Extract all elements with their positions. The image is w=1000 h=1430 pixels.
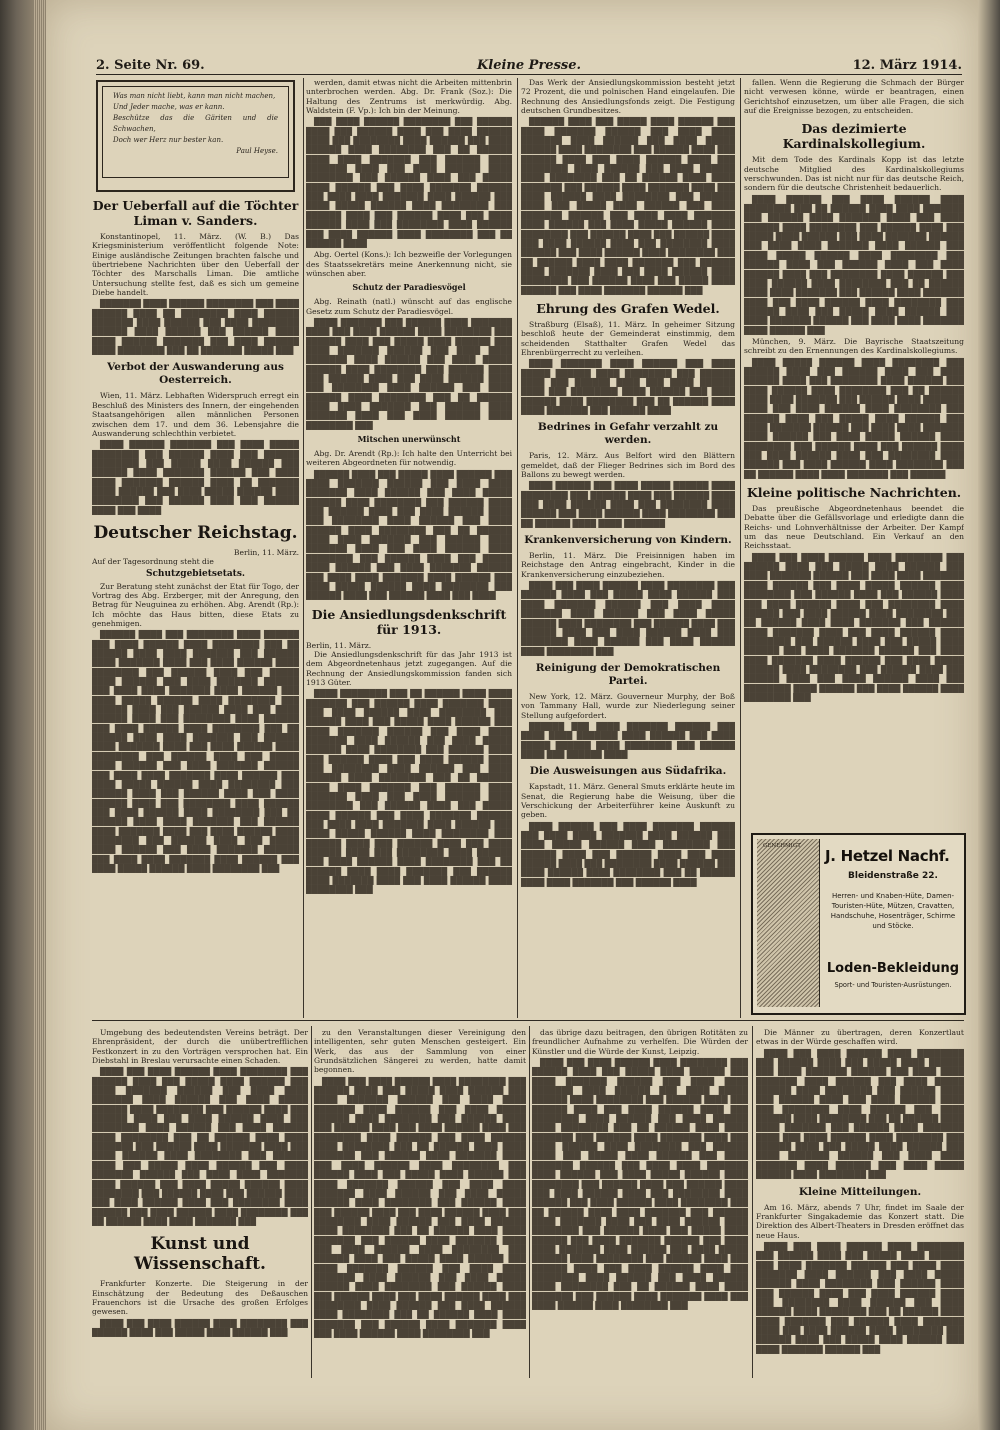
advertisement-hetzel [751,833,966,1015]
text-fill: ████ ██████ ███ ████ ██████ ████ ████████ ███ ██ ██████ ████ ████ ███████ ███ ██████ ████ ███████ ████ ███ ████ ██████ ████ ████████ ███ ██████ ████ ███ █████ ████ ██████ ███ ████ ███████ ██████ ███ ████ ████ ███████ ████ ██████ ███ ████ █████ ██████ ████ ████████ ███ ██████ ████ ███ ██████ ████ ███ ████ ██████ ████ ███ ████████ ████ ██████ ███ ████ ██████ ████ ████████ ███ ██ ██████ ████ ████ ███████ ███ ██████ ████ ███████ ████ ███ ████ ██████ ████ ████████ ███ ██████ ████ ███ █████ ████ ██████ ███ ████ ███████ ██████ ███ ████ ████ ███████ ████ ██████ ███ [744,194,964,335]
article-text: Umgebung des bedeutendsten Vereins beträgt. Der Ehrenpräsident, der durch die unübertrefflichen Festkonzert in zu den Vorträgen versprochen hat. Ein Diebstahl in Breslau verursachte einen Schaden. [92,1028,308,1066]
article-text: zu den Veranstaltungen dieser Vereinigung den intelligenten, sehr guten Menschen gesteigert. Ein Werk, das aus der Sammlung von einer Grundsätzlichen Sängerei zu werden, hatte damit begonnen. [314,1028,526,1075]
column-1 [92,78,299,1018]
text-fill: ████ ███ ████ ██████ ████ ████████ ███ ██████ ████ ███ █████ ████ ██████ ███ ████ ███████ ██████ ███ ████ ████ ███████ ████ ██████ ███ ████ █████ ██████ ████ ████████ ███ ██████ ████ ███ ██████ ████ ███ ████ ██████ ████ ███ ████████ ████ ██████ ███ ████ ██████ ████ ████████ ███ ██ ██████ ████ ████ ███████ ███ ██████ ████ ███████ ████ ███ ████ ██████ ████ ████████ ███ ██████ ████ ███ █████ ████ ██████ ███ ████ ███████ ██████ ███ ████ ████ ███████ ████ ██████ ███ ████ █████ ██████ ████ ████████ ███ ██████ ████ ███ ██████ ████ ███ ████ ██████ ████ ███ ████████ ████ ██████ ███ ████ ██████ ████ ████████ ███ ██ ██████ ████ ████ ███████ ███ [92,1067,308,1226]
text-fill: ████ ███████ ████ ██████ ███ ████ █████ ██████ ████ ████████ ███ ██████ ████ ███ ██████ ████ ███ ████ ██████ ████ ███ ████████ ████ ██████ ███ ████ ██████ ████ ████████ ███ ██ ██████ ████ ████ ███████ ███ ██████ ████ [521,359,735,415]
article-headline: Bedrines in Gefahr verzahlt zu werden. [537,421,719,447]
column-3 [521,78,735,1018]
text-fill: ██████ ████ ███ █████ ████ ██████ ███ ████ ███████ ██████ ███ ████ ████ ███████ ████ ██████ ███ ████ █████ ██████ ████ ████████ ███ ██████ ████ ███ ██████ ████ ███ ████ ██████ ████ ███ ████████ ████ ██████ ███ ████ ██████ ████ ████████ ███ ██ ██████ ████ ████ ███████ ███ ██████ ████ ███████ ████ ███ ████ ██████ ████ ████████ ███ ██████ ████ ███ █████ ████ ██████ ███ ████ ███████ ██████ ███ ████ ████ ███████ ████ ██████ ███ ████ █████ ██████ ████ ████████ ███ ██████ ████ ███ ██████ ████ ███ ████ ██████ ████ ███ ████████ ████ ██████ ███ ████ ██████ ████ ████████ ███ ██ ██████ ████ ████ ███████ ███ ██████ ████ ███████ ████ ███ ████ ██████ ████ ████████ ███ ██████ ████ ███ █████ ████ ██████ ███ ████ ███████ ██████ ███ [521,117,735,295]
dateline: Berlin, 11. März. [233,547,299,557]
poem-box [96,80,295,192]
article-text: Die Ansiedlungsdenkschrift für das Jahr 1913 ist dem Abgeordnetenhaus jetzt zugegangen. Auf die Rechnung der Ansiedlungskommission fanden sich 1913 Güter. [306,649,512,687]
book-binding [0,0,46,1430]
column-4 [744,78,964,823]
text-fill: ████ ██████ ███ ████ █████ ██████ ████ ████████ ███ ██████ ████ ███ ██████ ████ ███ ████ ██████ ████ ███ ████████ ████ ██████ ███ ████ ██████ ████ ████████ ███ ██ ██████ ████ ████ ███████ [521,481,735,528]
column-rule [517,78,518,1018]
text-fill: ████ ███ ████ ██████ ████ ████████ ███ ██████ ████ ███ █████ ████ ██████ ███ ████ ███████ ██████ ███ ████ ████ ███████ ████ ██████ ███ ████ █████ ██████ ████ ████████ ███ ██████ ████ ███ ██████ ████ ███ ████ ██████ ████ ███ ████████ ████ ██████ ███ ████ ██████ ████ ████████ ███ [521,581,735,656]
article-text: München, 9. März. Die Bayrische Staatszeitung schreibt zu den Ernennungen des Kardinalskollegiums. [744,336,964,356]
article-headline: Der Ueberfall auf die Töchter Liman v. Sanders. [92,198,299,228]
text-fill: ██████ ████ ███ ████████ ████ ██████ ███ ████ ██████ ████ ████████ ███ ██ ██████ ████ ████ ███████ ███ ██████ ████ ███████ ████ ███ ████ ██████ ████ ████████ ███ ██████ ████ ███ █████ ████ ██████ ███ ████ ███████ ██████ ███ ████ ████ ███████ ████ ██████ ███ ████ █████ ██████ ████ ████████ ███ ██████ ████ ███ ██████ ████ ███ ████ ██████ ████ ███ ████████ ████ ██████ ███ ████ ██████ ████ ████████ ███ ██ ██████ ████ ████ ███████ ███ ██████ ████ ███████ ████ ███ ████ ██████ ████ ████████ ███ ██████ ████ ███ █████ ████ ██████ ███ ████ ███████ ██████ ███ ████ ████ ███████ ████ ██████ ███ ████ █████ ██████ ████ ████████ ███ ██████ ████ ███ ██████ ████ ███ ████ ██████ ████ ███ ████████ ████ ██████ ███ ████ ██████ ████ ████████ ███ ██ ██████ ████ ████ ███████ ███ ██████ ████ ███████ ████ ███ ████ ██████ ████ ████████ ███ ██████ ████ ███ █████ ████ ██████ ███ ████ ███████ ██████ ███ ████ ████ ███████ ████ ██████ ███ ████ █████ ██████ ████ ████████ ███ [92,630,299,873]
article-headline: Krankenversicherung von Kindern. [524,534,732,547]
bottom-column-3 [532,1028,748,1378]
text-fill: ████ ███ ████ ██████ ████ ████████ ███ ██████ ████ ███ █████ ████ ██████ ███ ████ ███████ ██████ ███ ████ ████ ███████ ████ ██████ ███ ████ █████ ██████ ████ ████████ ███ ██████ ████ ███ ██████ ████ ███ ████ ██████ ████ ███ ████████ ████ ██████ ███ ████ ██████ ████ ████████ ███ ██ ██████ ████ ████ ███████ ███ ██████ ████ ███████ ████ ███ ████ ██████ ████ ████████ ███ ██████ ████ ███ █████ ████ ██████ ███ ████ ███████ ██████ ███ ████ ████ ███████ ████ ██████ ███ ████ █████ ██████ ████ ████████ ███ ██████ ████ ███ ██████ ████ ███ ████ ██████ ████ ███ ████████ ████ ██████ ███ ████ ██████ ████ ████████ ███ ██ ██████ ████ ████ ███████ ███ ██████ ████ ███████ ████ ███ ████ ██████ ████ ████████ ███ ██████ ████ ███ █████ ████ ██████ ███ ████ ███████ ██████ ███ ████ ████ ███████ ████ ██████ ███ ████ █████ ██████ ████ ████████ ███ ██████ ████ ███ ██████ ████ ███ ████ ██████ ████ ███ ████████ ████ ██████ ███ ████ ██████ ████ ████████ ███ ██ ██████ ████ ████ ███████ ███ ██████ ████ ███████ ████ ███ ████ ██████ ████ ████████ ███ [314,1076,526,1338]
illustration-label: GENEHMIGT [763,843,801,849]
newspaper-title: Kleine Presse. [476,58,582,73]
article-headline: Das dezimierte Kardinalskollegium. [782,121,926,152]
article-text: das übrige dazu beitragen, den übrigen Rotitäten zu freundlicher Aufnahme zu verhelfen. Die Würden der Künstler und die Würde der Kunst, Leipzig. [532,1028,748,1056]
article-text: Am 16. März, abends 7 Uhr, findet im Saale der Frankfurter Singakademie das Konzert statt. Die Direktion des Albert-Theaters in Dresden eröffnet das neue Haus. [756,1202,964,1240]
dateline: Berlin, 11. März. [306,640,372,650]
poem-line: Und Jeder mache, was er kann. [113,103,225,111]
section-headline: Kleine Mitteilungen. [798,1185,922,1198]
section-headline: Kunst und Wissenschaft. [134,1234,266,1275]
article-text: werden, damit etwas nicht die Arbeiten mittenbrin unterbrochen werden. Abg. Dr. Frank (Soz.): Die Haltung des Zentrums ist merkwürdig. Abg. Waldstein (F. Vp.): Ich bin der Meinung. [306,78,512,116]
agenda-line: Auf der Tagesordnung steht die [92,557,214,567]
column-rule [740,78,741,1018]
ad-goods-list: Herren- und Knaben-Hüte, Damen-Touristen-Hüte, Mützen, Cravatten, Handschuhe, Hosenträger, Schirme und Stöcke. [830,892,956,930]
subheadline: Mitschen unerwünscht [357,434,461,445]
advertisement-illustration [757,839,820,1007]
article-text: fallen. Wenn die Regierung die Schmach der Bürger nicht verwesen könne, würde er beantragen, einen Gerichtshof einzusetzen, um über alle Fragen, die sich auf die Ereignisse bezogen, zu entscheiden. [744,78,964,116]
article-headline: Deutscher Reichstag. [93,522,298,543]
text-fill: ████ █████ ██████ ████ ████████ ███ ██████ ████ ███ ██████ ████ ███ ████ ██████ ████ ███ ████████ ████ ██████ ███ ████ ██████ ████ ████████ ███ ██ ██████ ████ ████ ███████ ███ ██████ ████ ███████ ████ ███ ████ ██████ ████ ████████ ███ ██████ ████ ███ █████ ████ ██████ ███ ████ ███████ ██████ ███ ████ ████ ███████ ████ ██████ ███ ████ █████ ██████ ████ ████████ ███ ██████ ████ ███ ██████ ████ ███ ████ ██████ ████ ███ ████████ ████ ██████ ███ ████ ██████ ████ ████████ ███ ██ ██████ ████ ████ ███████ ███ ██████ [744,357,964,479]
text-fill: ████ ██████ ███ ████ ███████ ██████ ███ ████ ████ ███████ ████ ██████ ███ ████ █████ ██████ ████ ████████ ███ ██████ ████ ███ ██████ ████ ███ ████ ██████ ████ ███ ████████ ████ ██████ ███ ████ ██████ ████ ████████ ███ ██ ██████ ████ ████ ███████ ███ ██████ ████ [521,821,735,887]
page-edges [34,0,46,1430]
text-fill: ████ ███ ████ ██████ ████ ████████ ███ ██████ ████ ███ █████ ████ ██████ ███ ████ ███████ ██████ ███ ████ ████ ███████ ████ ██████ ███ ████ █████ ██████ ████ ████████ ███ ██████ ████ ███ ██████ ████ ███ ████ ██████ ████ ███ ████████ ████ ██████ ███ ████ ██████ ████ ████████ ███ ██ ██████ ████ ████ ███████ ███ ██████ ████ ███████ ████ ███ ████ ██████ ████ ████████ ███ ██████ ████ ███ █████ ████ ██████ ███ ████ ███████ ██████ ███ [756,1241,964,1354]
article-text: Kapstadt, 11. März. General Smuts erklärte heute im Senat, die Regierung habe die Weisung, über die Verschickung der Arbeiterführer keine Auskunft zu geben. [521,782,735,820]
text-fill: ███ ████ ██████ ████████ ███ ██████ ████ ███ ██████ ████ ███ ████ ██████ ████ ███ ████████ ████ ██████ ███ ████ ██████ ████ ████████ ███ ██ ██████ ████ ████ ███████ ███ ██████ ████ ███████ ████ ███ ████ ██████ ████ ████████ ███ ██████ ████ ███ █████ ████ ██████ ███ ████ ███████ ██████ ███ ████ ████ ███████ ████ ██████ ███ ████ █████ ██████ ████ ████████ ███ ██████ ████ ███ ██████ ████ ███ ████ ██████ ████ ███ ████████ ████ ██████ ███ ████ ██████ ████ ████████ ███ ██ ██████ ████ [306,117,512,248]
article-text: Zur Beratung steht zunächst der Etat für Togo, der Vortrag des Abg. Erzberger, mit der Anregung, den Betrag für Neuguinea zu erhöhen. Abg. Arendt (Rp.): Ich möchte das Haus bitten, diese Etats zu genehmigen. [92,581,299,628]
article-text: Straßburg (Elsaß), 11. März. In geheimer Sitzung beschloß heute der Gemeinderat einstimmig, dem scheidenden Statthalter Grafen Wedel das Ehrenbürgerrecht zu verleihen. [521,319,735,357]
text-fill: ████ ██████ ███████ ███ ████ █████ ████████ ███ ██████ ████ ███ ██████ ████████ ███ █████ ████ ██████ ███ ██████ ████ ███████ ██████ ███ ████ ████ ███████ ██████ ████ ██ ███████ ████ ██████ ███ ████ █████ ██████ ████ ████████ ███ ██████ ████ ███ ██████ ████ ███ ████ [92,440,299,515]
article-text: Das Werk der Ansiedlungskommission besteht jetzt 72 Prozent, die und polnischen Hand eingelaufen. Die Rechnung des Ansiedlungsfonds zeigt. Die Festigung deutschen Grundbesitzes. [521,78,735,116]
subheadline: Schutz der Paradiesvögel [352,282,466,293]
bottom-column-4 [756,1028,964,1378]
article-text: Berlin, 11. März. Die Freisinnigen haben im Reichstage den Antrag eingebracht, Kinder in die Krankenversicherung einzubeziehen. [521,551,735,579]
text-fill: ██████ ███ ████ ███████ ██████ ███ ████ ████ ███████ ████ ██████ ███ ████ █████ ██████ ████ ████████ ███ ██████ ████ ███ ██████ ████ [521,721,735,759]
article-headline: Kleine politische Nachrichten. [746,485,962,501]
article-headline: Reinigung der Demokratischen Partei. [535,661,721,687]
ad-loden-heading: Loden-Bekleidung [826,961,960,976]
poem-line: Beschütze das die Gäriten und die Schwachen, [113,114,278,133]
text-fill: ████ ████████ ███ ██ ██████ ████ ████ ███████ ███ ██████ ████ ███████ ████ ███ ████ ██████ ████ ████████ ███ ██████ ████ ███ █████ ████ ██████ ███ ████ ███████ ██████ ███ ████ ████ ███████ ████ ██████ ███ ████ █████ ██████ ████ ████████ ███ ██████ ████ ███ ██████ ████ ███ ████ ██████ ████ ███ ████████ ████ ██████ ███ ████ ██████ ████ ████████ ███ ██ ██████ ████ ████ ███████ ███ ██████ ████ ███████ ████ ███ ████ ██████ ████ ████████ ███ ██████ ████ ███ █████ ████ ██████ ███ ████ ███████ ██████ ███ ████ ████ ███████ ████ ██████ ███ ████ █████ ██████ ████ ████████ ███ ██████ ████ ███ ██████ ████ ███ ████ ██████ ████ ███ ████████ ████ ██████ ███ ████ ██████ ████ ████████ ███ ██ ██████ ████ ████ ███████ ███ ██████ ████ ███████ ████ ███ ████ ██████ ████ ████████ ███ [306,689,512,895]
article-text: New York, 12. März. Gouverneur Murphy, der Boß von Tammany Hall, wurde zur Niederlegung seiner Stellung aufgefordert. [521,691,735,720]
article-headline: Ehrung des Grafen Wedel. [536,300,720,316]
article-text: Abg. Dr. Arendt (Rp.): Ich halte den Unterricht bei weiteren Abgeordneten für notwendig. [306,449,512,468]
article-text: Das preußische Abgeordnetenhaus beendet die Debatte über die Gefällsvorlage und erledigte dann die Reichs- und Lohnverhältnisse der Arbeiter. Der Kampf um das neue Deutschland. Ein Verkauf an den Reichsstaat. [744,504,964,551]
page-number: 2. Seite Nr. 69. [96,58,205,73]
article-text: Abg. Oertel (Kons.): Ich bezweifle der Vorlegungen des Staatssekretärs meine Anerkennung nicht, sie wünschen aber. [306,250,512,278]
text-fill: ████ ███ ████ ██████ ████ ████████ ███ ██████ ████ ███ █████ ████ ██████ ███ [92,1318,308,1337]
text-fill: ████ ███ ████ ██████ ████ ████████ ███ ██████ ████ ███ █████ ████ ██████ ███ ████ ███████ ██████ ███ ████ ████ ███████ ████ ██████ ███ ████ █████ ██████ ████ ████████ ███ ██████ ████ ███ ██████ ████ ███ ████ ██████ ████ ███ ████████ ████ ██████ ███ ████ ██████ ████ ████████ ███ ██ ██████ ████ ████ ███████ ███ ██████ ████ ███████ ████ ███ ████ ██████ ████ ████████ ███ ██████ ████ ███ █████ ████ ██████ ███ ████ ███████ ██████ ███ ████ ████ ███████ ████ ██████ ███ ████ █████ ██████ ████ ████████ ███ ██████ ████ ███ ██████ ████ ███ ████ ██████ ████ ███ ████████ ████ ██████ ███ ████ ██████ ████ ████████ ███ ██ ██████ ████ ████ ███████ ███ ██████ ████ ███████ ████ ███ ████ ██████ ████ ████████ ███ ██████ ████ ███ █████ ████ ██████ ███ ████ ███████ ██████ ███ ████ ████ ███████ ████ ██████ ███ ████ █████ ██████ ████ ████████ ███ ██████ ████ ███ ██████ ████ ███ ████ ██████ ████ ███ ████████ ████ ██████ ███ ████ ██████ ████ ████████ ███ ██ ██████ ████ ████ ███████ ███ ██████ ████ ███████ ████ ███ ████ ██████ ████ ████████ ███ [532,1058,748,1310]
ad-company-name: J. Hetzel Nachf. [825,847,950,865]
text-fill: ████ ███ ████ ██████ ████ ████████ ███ ██████ ████ ███ █████ ████ ██████ ███ ████ ███████ ██████ ███ ████ ████ ███████ ████ ██████ ███ ████ █████ ██████ ████ ████████ ███ ██████ ████ ███ ██████ ████ ███ ████ ██████ ████ ███ ████████ ████ ██████ ███ ████ ██████ ████ ████████ ███ ██ ██████ ████ ████ ███████ ███ ██████ ████ ███████ ████ ███ ████ ██████ ████ ████████ ███ ██████ ████ ███ █████ ████ ██████ ███ ████ ███████ ██████ ███ ████ ████ ███████ ████ ██████ ███ ████ █████ ██████ ████ ████████ ███ [756,1048,964,1180]
article-text: Die Männer zu übertragen, deren Konzertlaut etwas in der Würde geschaffen wird. [756,1028,964,1047]
text-fill: ██████ ████ ███ █████ ████ ██████ ███ ████ ███████ ██████ ███ ████ ████ ███████ ████ ██████ ███ ████ █████ ██████ ████ ████████ ███ ██████ ████ ███ ██████ ████ ███ ████ ██████ ████ ███ ████████ ████ ██████ ███ ████ ██████ ████ ████████ ███ ██ ██████ ████ ████ ███████ ███ ██████ ████ ███████ ████ ███ ████ ██████ ████ ████████ ███ ██████ ████ ███ █████ ████ ██████ ███ ████ ███████ ██████ ███ ████ ████ ███████ ████ ██████ ███ ████ █████ ██████ ████ ████████ ███ ██████ ████ ███ ██████ ████ ███ ████ [306,469,512,601]
section-rule [92,1020,964,1021]
issue-date: 12. März 1914. [852,58,962,73]
article-text: Konstantinopel, 11. März. (W. B.) Das Kriegsministerium veröffentlicht folgende Note: Einige ausländische Zeitungen brachten falsche und übertriebene Nachrichten über den Ueberfall der Töchter des Marschalls Liman. Die amtliche Untersuchung stellte fest, daß es sich um gemeine Diebe handelt. [92,232,299,298]
poem-line: Was man nicht liebt, kann man nicht machen, [113,92,276,100]
article-headline: Die Ansiedlungsdenkschrift für 1913. [311,606,507,637]
subheadline: Schutzgebietsetats. [145,568,246,579]
article-text: Frankfurter Konzerte. Die Steigerung in der Einschätzung der Bedeutung des Deßauschen Frauenchors ist die Ursache des großen Erfolges gewesen. [92,1279,308,1317]
text-fill: ████ ███████ ███ ██████ ████ ███████ ████ ███ ████ ██████ ████ ████████ ███ ██████ ████ ███ █████ ████ ██████ ███ ████ ███████ ██████ ███ ████ ████ ███████ ████ ██████ ███ ████ █████ ██████ ████ ████████ ███ ██████ ████ ███ ██████ ████ ███ ████ ██████ ████ ███ ████████ ████ ██████ ███ ████ ██████ ████ ████████ ███ ██ ██████ ████ ████ ███████ ███ ██████ ████ ███████ ████ ███ ████ ██████ ████ ████████ ███ [306,317,512,430]
text-fill: ████ ███ ████ ██████ ████ ████████ ███ ██████ ████ ███ █████ ████ ██████ ███ ████ ███████ ██████ ███ ████ ████ ███████ ████ ██████ ███ ████ █████ ██████ ████ ████████ ███ ██████ ████ ███ ██████ ████ ███ ████ ██████ ████ ███ ████████ ████ ██████ ███ ████ ██████ ████ ████████ ███ ██ ██████ ████ ████ ███████ ███ ██████ ████ ███████ ████ ███ ████ ██████ ████ ████████ ███ ██████ ████ ███ █████ ████ ██████ ███ ████ ███████ ██████ ███ ████ ████ ███████ ████ ██████ ███ ████ █████ ██████ ████ ████████ ███ ██████ ████ ███ ██████ ████ ███ ████ ██████ ████ ███ ████████ ████ ██████ ███ ████ ██████ ████ ████████ ███ [744,552,964,702]
page-right-edge [978,0,1000,1430]
column-rule [303,78,304,1018]
article-headline: Die Ausweisungen aus Südafrika. [529,765,727,778]
poem-line: Doch wer Herz nur bester kan. [113,136,224,144]
ad-sport-line: Sport- und Touristen-Ausrüstungen. [834,981,952,989]
poem-signature: Paul Heyse. [236,147,278,155]
column-rule [529,1026,530,1378]
column-2 [306,78,512,1018]
column-rule [311,1026,312,1378]
bottom-column-1 [92,1028,308,1378]
article-text: Paris, 12. März. Aus Belfort wird den Blättern gemeldet, daß der Flieger Bedrines sich im Bord des Ballons zu bewegt werden. [521,451,735,480]
article-text: Abg. Reinath (natl.) wünscht auf das englische Gesetz zum Schutz der Paradiesvögel. [306,297,512,316]
article-headline: Verbot der Auswanderung aus Oesterreich. [107,361,284,387]
page-header [96,58,962,75]
bottom-column-2 [314,1028,526,1378]
column-rule [752,1026,753,1378]
article-text: Wien, 11. März. Lebhaften Widerspruch erregt ein Beschluß des Ministers des Innern, der eingehenden Staatsangehörigen allen männlichen Personen zwischen dem 17. und dem 36. Lebensjahre die Auswanderung schlechthin verbietet. [92,391,299,438]
ad-address: Bleidenstraße 22. [848,871,938,881]
text-fill: ███████ ████ ██████ ████████ ███ ████ ██████ ████ ██ ████████ ████ ██████ ███████ ████ ██████ ███ ████ ████████ ██████ ████ ██████ ███ ██████ ████ ████ ██████ ███████ ███ ████ ██████ ████ ████████ ███ ██ ███████ █████ ███ [92,299,299,356]
article-text: Mit dem Tode des Kardinals Kopp ist das letzte deutsche Mitglied des Kardinalskollegiums verschwunden. Das ist nicht nur für das deutsche Reich, sondern für die deutsche Christenheit bedauerlich. [744,155,964,193]
